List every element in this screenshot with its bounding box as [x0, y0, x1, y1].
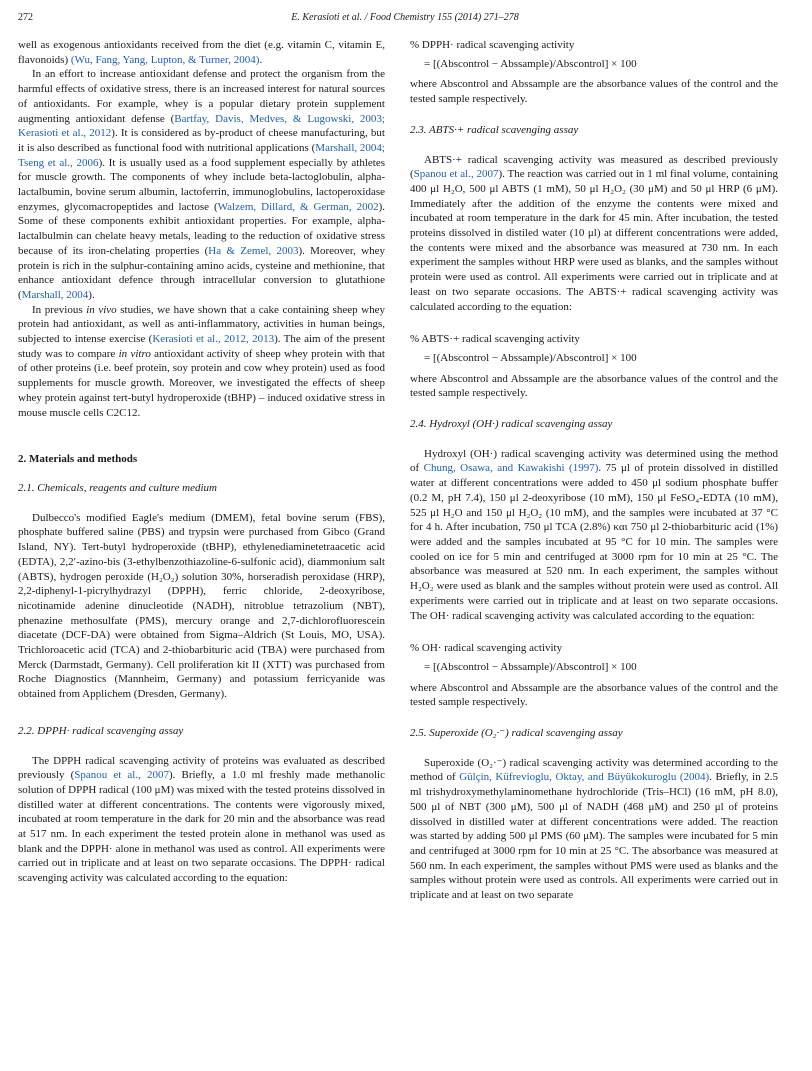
running-header: [18, 11, 792, 25]
citation-link[interactable]: Marshall, 2004: [21, 288, 89, 301]
paragraph: ABTS·+ radical scavenging activity was measured as described previously (Spanou et al., 2007). The reaction was carried out in 1 ml final volume, containing 400 μl H₂O, 500 μl ABTS (1 mM), 50 μl H₂O₂ (30 μM) and 50 μl HRP (6 μM). Immediately after the addition of the enzyme the contents were mixed and incubated at room temperature in the dark for 45 min. After incubation, the tested proteins dissolved in distiled water (10 μl) at different concentrations were added, the contents were mixed and the absorbance was measured at 730 nm. In each experiment the samples without HRP were used as blanks, and the samples without protein were used as control. All experiments were carried out in triplicate and at least on two separate occasions. The ABTS·+ radical scavenging activity was calculated according to the equation:: [410, 153, 778, 313]
paragraph: Dulbecco's modified Eagle's medium (DMEM), fetal bovine serum (FBS), phosphate buffered saline (PBS) and trypsin were purchased from Gibco (Grand Island, NY). Tert-butyl hydroperoxide (tBHP), ethylenediaminetetraacetic acid (EDTA), 2,2′-azino-bis (3-ethylbenzothiazoline-6-sulfonic acid), diammonium salt (ABTS), hydrogen peroxide (H₂O₂) solution 30%, horseradish peroxidase (HRP), 2,2-diphenyl-1-picrylhydrazyl (DPPH), ferric chloride, 2-deoxyribose, nicotinamide adenine dinucleotide (NADH), nitroblue tetrazolium (NBT), phenazine methosulfate (PMS), mercury orange and 2,7-dichlorofluorescein diacetate (DCF-DA) were obtained from Sigma–Aldrich (St Louis, MO, USA). Trichloroacetic acid (TCA) and 2-thiobarbituric acid (TBA) were purchased from Merck (Darmstadt, Germany). Cell proliferation kit II (XTT) was purchased from Roche Diagnostics (Mannheim, Germany) and potassium ferricyanide was obtained from Applichem (Dresden, Germany).: [18, 511, 385, 701]
journal-citation: E. Kerasioti et al. / Food Chemistry 155 (2014) 271–278: [291, 12, 519, 23]
citation-link[interactable]: Walzem, Dillard, & German, 2002: [217, 200, 379, 213]
page-number: 272: [18, 12, 33, 23]
equation: = [(Abscontrol − Abssample)/Abscontrol] × 100: [424, 57, 637, 70]
equation: = [(Abscontrol − Abssample)/Abscontrol] × 100: [424, 351, 637, 364]
paragraph: where Abscontrol and Abssample are the absorbance values of the control and the tested sample respectively.: [410, 681, 778, 709]
right-column: [410, 38, 778, 903]
left-column: [18, 38, 385, 886]
subsection-heading: 2.4. Hydroxyl (OH·) radical scavenging assay: [410, 418, 613, 431]
paragraph: In previous in vivo studies, we have shown that a cake containing sheep whey protein had antioxidant, as well as anti-inflammatory, activities in human beings, subjected to intense exercise (Kerasioti et al., 2012, 2013). The aim of the present study was to compare in vitro antioxidant activity of sheep whey protein with that of other proteins (i.e. beef protein, soy protein and cow whey protein) used as food supplements for muscle growth. Moreover, we investigated the effects of sheep whey protein against tert-butyl hydroperoxide (tBHP) – induced oxidative stress in mouse muscle cells C2C12.: [18, 303, 385, 419]
paragraph: Superoxide (O₂·⁻) radical scavenging activity was determined according to the method of Gülçin, Küfrevioglu, Oktay, and Büyükokuroglu (2004). Briefly, in 2.5 ml trishydroxymethylaminomethane hydrochloride (Tris–HCl) (16 mM, pH 8.0), 500 μl of NBT (300 μM), 500 μl of NADH (468 μM) and 250 μl of proteins dissolved in distilled water at different concentrations were added. The reaction was started by adding 500 μl PMS (60 μM). The samples were incubated for 5 min and centrifuged at 3000 rpm for 10 min at 25 °C. The absorbance was measured at 560 nm. In each experiment, the samples without PMS were used as blanks and the samples without protein were used as controls. All experiments were carried out in triplicate and at least on two separate: [410, 756, 778, 902]
citation-link[interactable]: Bartfay, Davis, Medves, & Lugowski, 2003; Kerasioti et al., 2012: [18, 112, 385, 140]
citation-link[interactable]: Spanou et al., 2007: [413, 168, 499, 181]
equation: = [(Abscontrol − Abssample)/Abscontrol] × 100: [424, 660, 637, 673]
paragraph: where Abscontrol and Abssample are the absorbance values of the control and the tested sample respectively.: [410, 372, 778, 400]
equation-label: % OH· radical scavenging activity: [410, 642, 563, 655]
equation-label: % ABTS·+ radical scavenging activity: [410, 333, 580, 346]
citation-link[interactable]: Marshall, 2004; Tseng et al., 2006: [18, 141, 385, 169]
paragraph: where Abscontrol and Abssample are the absorbance values of the control and the tested sample respectively.: [410, 78, 778, 106]
equation-label: % DPPH· radical scavenging activity: [410, 39, 575, 51]
subsection-heading: 2.1. Chemicals, reagents and culture medium: [18, 481, 217, 494]
subsection-heading: 2.5. Superoxide (O₂·⁻) radical scavenging assay: [410, 727, 623, 740]
section-heading: 2. Materials and methods: [18, 453, 138, 466]
citation-link[interactable]: Chung, Osawa, and Kawakishi (1997): [423, 462, 599, 475]
citation-link[interactable]: (Wu, Fang, Yang, Lupton, & Turner, 2004): [70, 53, 260, 66]
subsection-heading: 2.3. ABTS·+ radical scavenging assay: [410, 123, 579, 136]
citation-link[interactable]: Gülçin, Küfrevioglu, Oktay, and Büyükokuroglu (2004): [459, 771, 710, 784]
paragraph: In an effort to increase antioxidant defense and protect the organism from the harmful effects of oxidative stress, there is an increased interest for natural sources of antioxidants. For example, whey is a popular dietary protein supplement augmenting antioxidant defense (Bartfay, Davis, Medves, & Lugowski, 2003; Kerasioti et al., 2012). It is considered as by-product of cheese manufacturing, but it is also described as functional food with nutritional applications (Marshall, 2004; Tseng et al., 2006). It is usually used as a food supplement especially by athletes for muscle growth. The components of whey include beta-lactoglobulin, alpha-lactalbumin, bovine serum albumin, lactoferrin, immunoglobulins, lactoperoxidase enzymes, glycomacropeptides and lactose (Walzem, Dillard, & German, 2002). Some of these components exhibit antioxidant properties. For example, alpha-lactalbulmin can chelate heavy metals, leading to the reduction of oxidative stress because of its iron-chelating properties (Ha & Zemel, 2003). Moreover, whey protein is rich in the sulphur-containing amino acids, cysteine and methionine, that enhance antioxidant defence through intracellular conversion to glutathione (Marshall, 2004).: [18, 68, 386, 301]
citation-link[interactable]: Kerasioti et al., 2012, 2013: [152, 333, 275, 346]
citation-link[interactable]: Spanou et al., 2007: [74, 769, 169, 782]
paragraph: The DPPH radical scavenging activity of proteins was evaluated as described previously (Spanou et al., 2007). Briefly, a 1.0 ml freshly made methanolic solution of DPPH radical (100 μM) was mixed with the tested proteins dissolved in distilled water at different concentrations. The contents were vigorously mixed, incubated at room temperature in the dark for 20 min and the absorbance was read at 517 nm. In each experiment the tested protein alone in methanol was used as blank and the DPPH· alone in methanol was used as control. All experiments were carried out in triplicate and at least on two separate occasions. The DPPH· radical scavenging activity was calculated according to the equation:: [18, 754, 385, 885]
subsection-heading: 2.2. DPPH· radical scavenging assay: [18, 724, 184, 737]
paragraph: well as exogenous antioxidants received from the diet (e.g. vitamin C, vitamin E, flavonoids) (Wu, Fang, Yang, Lupton, & Turner, 2004).: [18, 39, 385, 66]
paragraph: Hydroxyl (OH·) radical scavenging activity was determined using the method of Chung, Osawa, and Kawakishi (1997). 75 μl of protein dissolved in distilled water at different concentrations were added to 450 μl sodium phosphate buffer (0.2 M, pH 7.4), 150 μl 2-deoxyribose (10 mM), 150 μl FeSO₄-EDTA (10 mM), 525 μl H₂O and 150 μl H₂O₂ (10 mM), and the samples were incubated at 37 °C for 4 h. After incubation, 750 μl TCA (2.8%) και 750 μl 2-thiobarbituric acid (1%) were added and the samples incubated at 95 °C for 10 min. The samples were cooled on ice for 5 min and centrifuged at 3000 rpm for 10 min at 25 °C. The absorbance was measured at 520 nm. In each experiment, the samples without H₂O₂ were used as blank and the samples without protein were used as control. All experiments were carried out in triplicate and at least on two separate occasions. The OH· radical scavenging activity was calculated according to the equation:: [410, 447, 778, 622]
citation-link[interactable]: Ha & Zemel, 2003: [208, 244, 299, 257]
